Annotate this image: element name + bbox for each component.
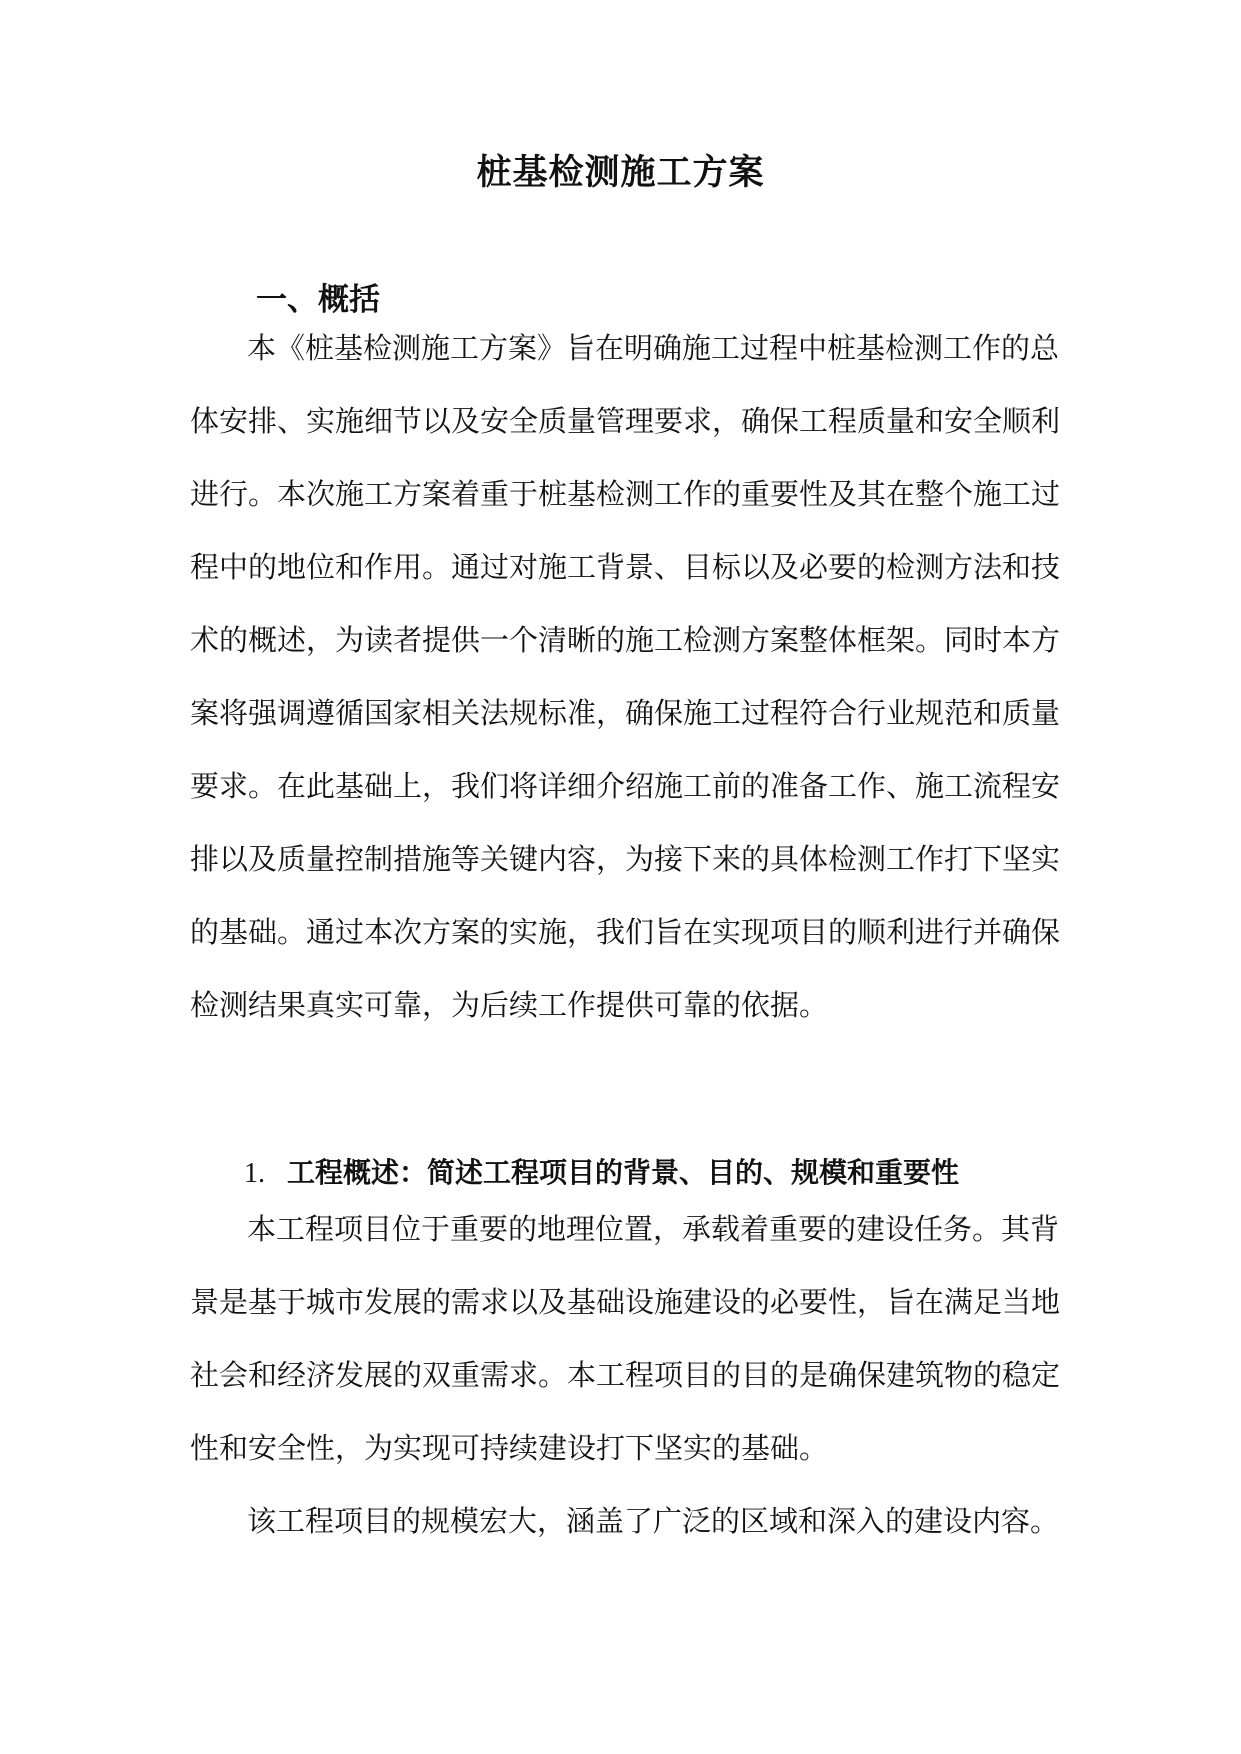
subsection-heading-text: 工程概述：简述工程项目的背景、目的、规模和重要性 — [287, 1156, 960, 1189]
paragraph-line: 术的概述，为读者提供一个清晰的施工检测方案整体框架。同时本方 — [190, 623, 1061, 657]
paragraph-line: 进行。本次施工方案着重于桩基检测工作的重要性及其在整个施工过 — [190, 477, 1061, 511]
paragraph-line: 社会和经济发展的双重需求。本工程项目的目的是确保建筑物的稳定 — [190, 1358, 1061, 1392]
paragraph-line: 案将强调遵循国家相关法规标准，确保施工过程符合行业规范和质量 — [190, 696, 1061, 730]
project-overview-paragraph-1 — [190, 1193, 1061, 1485]
paragraph-line: 性和安全性，为实现可持续建设打下坚实的基础。 — [190, 1431, 829, 1465]
paragraph-line: 体安排、实施细节以及安全质量管理要求，确保工程质量和安全顺利 — [190, 404, 1061, 438]
paragraph-line: 检测结果真实可靠，为后续工作提供可靠的依据。 — [190, 988, 829, 1022]
paragraph-line: 该工程项目的规模宏大，涵盖了广泛的区域和深入的建设内容。 — [247, 1504, 1060, 1538]
paragraph-line: 要求。在此基础上，我们将详细介绍施工前的准备工作、施工流程安 — [190, 769, 1061, 803]
paragraph-line: 的基础。通过本次方案的实施，我们旨在实现项目的顺利进行并确保 — [190, 915, 1061, 949]
section-heading-overview: 一、概括 — [256, 282, 380, 318]
document-title: 桩基检测施工方案 — [476, 152, 765, 193]
paragraph-line: 本《桩基检测施工方案》旨在明确施工过程中桩基检测工作的总 — [247, 331, 1060, 365]
subsection-number: 1. — [244, 1158, 265, 1189]
paragraph-line: 景是基于城市发展的需求以及基础设施建设的必要性，旨在满足当地 — [190, 1285, 1061, 1319]
overview-paragraph — [190, 312, 1061, 1042]
subsection-heading-project-overview — [244, 1153, 959, 1194]
project-overview-paragraph-2 — [190, 1485, 1060, 1558]
paragraph-line: 排以及质量控制措施等关键内容，为接下来的具体检测工作打下坚实 — [190, 842, 1061, 876]
paragraph-line: 本工程项目位于重要的地理位置，承载着重要的建设任务。其背 — [247, 1212, 1060, 1246]
paragraph-line: 程中的地位和作用。通过对施工背景、目标以及必要的检测方法和技 — [190, 550, 1061, 584]
